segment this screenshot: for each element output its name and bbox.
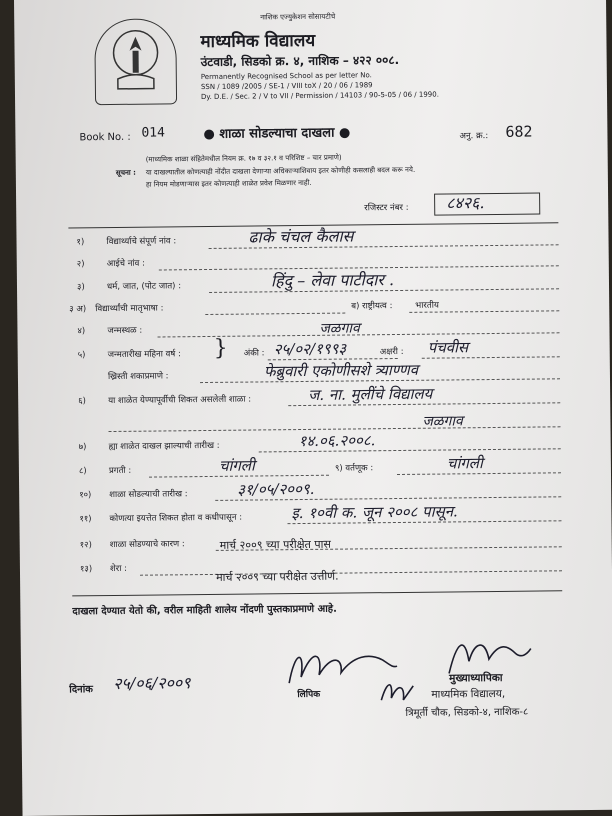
birthplace-label: जन्मस्थळ : [107, 325, 143, 337]
serial-no: 682 [505, 122, 533, 141]
underline [140, 570, 562, 575]
admission-date-value: १४.०६.२००८. [298, 431, 376, 451]
leaving-reason-label: शाळा सोडण्याचे कारण : [109, 539, 185, 551]
field-num: १२) [79, 540, 92, 551]
society-name: नाशिक एज्युकेशन सोसायटीचे [260, 12, 336, 22]
notice-label: सूचना : [115, 168, 136, 177]
register-label: रजिस्टर नंबर : [364, 202, 409, 214]
previous-school-value: ज. ना. मुलींचे विद्यालय [308, 384, 433, 404]
school-name: माध्यमिक विद्यालय [200, 30, 316, 53]
school-address: उंटवाडी, सिडको क्र. ४, नाशिक – ४२२ ००८. [200, 52, 400, 70]
field-num: १३) [79, 564, 93, 575]
rule-note: (माध्यमिक शाळा संहितेमधील नियम क्र. १७ व ३२.१ व परिशिष्ट – चार प्रमाणे) [145, 153, 342, 164]
divider [72, 590, 562, 596]
remarks-value: मार्च २००९ च्या परीक्षेत उत्तीर्ण. [215, 569, 339, 584]
birthplace-value: जळगाव [319, 320, 360, 337]
leaving-date-label: शाळा सोडल्याची तारीख : [109, 489, 188, 501]
field-num: १) [76, 237, 85, 248]
conduct-label: ९) वर्तणूक : [334, 463, 374, 474]
leaving-date-value: ३१/०५/२००९. [237, 479, 315, 499]
religion-caste-label: धर्म, जात, (पोट जात) : [106, 281, 182, 293]
field-num: ११) [79, 514, 92, 525]
nationality-label: ब) राष्ट्रीयत्व : [351, 301, 393, 312]
recognition-text: Permanently Recognised School as per letter No. [200, 71, 372, 82]
field-num: ८) [78, 466, 87, 477]
student-name-label: विद्यार्थ्याचे संपूर्ण नांव : [106, 236, 177, 248]
register-no: ८४२६. [446, 193, 485, 213]
field-num: ३ अ) [69, 304, 87, 315]
dy-text: Dy. D.E. / Sec. 2 / V to VII / Permission / 14103 / 90-5-05 / 06 / 1990. [200, 90, 439, 102]
clerk-label: लिपिक [297, 689, 321, 701]
principal-address: त्रिमूर्ती चौक, सिडको-४, नाशिक-८ [405, 706, 529, 719]
previous-school-city: जळगाव [422, 413, 463, 430]
progress-label: प्रगती : [108, 465, 132, 477]
torch-emblem-icon [107, 26, 164, 97]
christian-calendar-value: फेब्रुवारी एकोणीसशे त्र्याण्णव [263, 360, 419, 381]
field-num: १०) [79, 490, 92, 501]
school-logo [94, 18, 177, 105]
student-name-value: ढाके चंचल कैलास [248, 226, 354, 247]
serial-label: अनु. क्र.: [459, 131, 489, 142]
field-num: ५) [77, 350, 86, 361]
dob-label: जन्मतारीख महिना वर्ष : [107, 349, 181, 361]
field-num: ६) [78, 396, 87, 407]
underline [409, 310, 559, 313]
field-num: ४) [77, 326, 86, 337]
leaving-reason-value: मार्च २००९ च्या परीक्षेत पास [219, 537, 331, 552]
principal-school: माध्यमिक विद्यालय, [431, 687, 506, 701]
certificate-title: ● शाळा सोडल्याचा दाखला ● [203, 125, 351, 143]
religion-caste-value: हिंदु – लेवा पाटीदार . [270, 270, 395, 291]
mother-name-label: आईचे नांव : [106, 258, 145, 270]
field-num: २) [76, 259, 85, 270]
remarks-label: शेरा : [109, 563, 128, 575]
field-num: ७) [78, 442, 87, 453]
brace: } [213, 335, 228, 361]
book-no: 014 [141, 125, 165, 141]
standard-value: इ. १०वी क. जून २००८ पासून. [291, 502, 458, 523]
certificate-sheet [14, 0, 612, 816]
underline [422, 356, 560, 358]
field-num: ३) [76, 282, 85, 293]
mother-tongue-label: विद्यार्थ्यांची मातृभाषा : [95, 303, 164, 315]
christian-calendar-label: ख्रिस्ती शकाप्रमाणे : [107, 371, 169, 383]
conduct-value: चांगली [446, 454, 483, 473]
ssn-text: SSN / 1089 /2005 / SE-1 / VIII toX / 20 / 06 / 1989 [200, 81, 373, 92]
admission-date-label: ह्या शाळेत दाखल झाल्याची तारीख : [108, 440, 220, 453]
progress-value: चांगली [218, 456, 255, 475]
date-label: दिनांक [69, 684, 94, 696]
standard-label: कोणत्या इयत्तेत शिकत होता व कधीपासून : [109, 512, 243, 525]
declaration-text: दाखला देण्यात येतो की, वरील माहिती शालेय नोंदणी पुस्तकाप्रमाणे आहे. [72, 603, 337, 618]
notice-text-2: हा नियम मोडणाऱ्यास इतर कोणत्याही शाळेत प्रवेश मिळणार नाही. [145, 178, 312, 189]
book-no-label: Book No. : [79, 131, 131, 144]
issue-date: २५/०६/२००९ [113, 673, 191, 693]
initials-mark [377, 676, 417, 706]
dob-figures-value: २५/०२/१९९३ [273, 339, 347, 359]
dob-words-value: पंचवीस [427, 338, 469, 357]
nationality-value: भारतीय [415, 300, 439, 311]
principal-label: मुख्याध्यापिका [449, 671, 503, 685]
previous-school-label: या शाळेत येण्यापूर्वीची शिकत असलेली शाळा : [108, 394, 252, 407]
notice-text-1: या दाखल्यातील कोणत्याही नोंदीत दाखला देणाऱ्या अधिकाऱ्याशिवाय इतर कोणीही कसलाही बदल करू नये. [145, 165, 416, 177]
dob-words-label: अक्षरी : [379, 346, 404, 358]
dob-figures-label: अंकी : [243, 348, 265, 359]
underline [205, 313, 345, 315]
